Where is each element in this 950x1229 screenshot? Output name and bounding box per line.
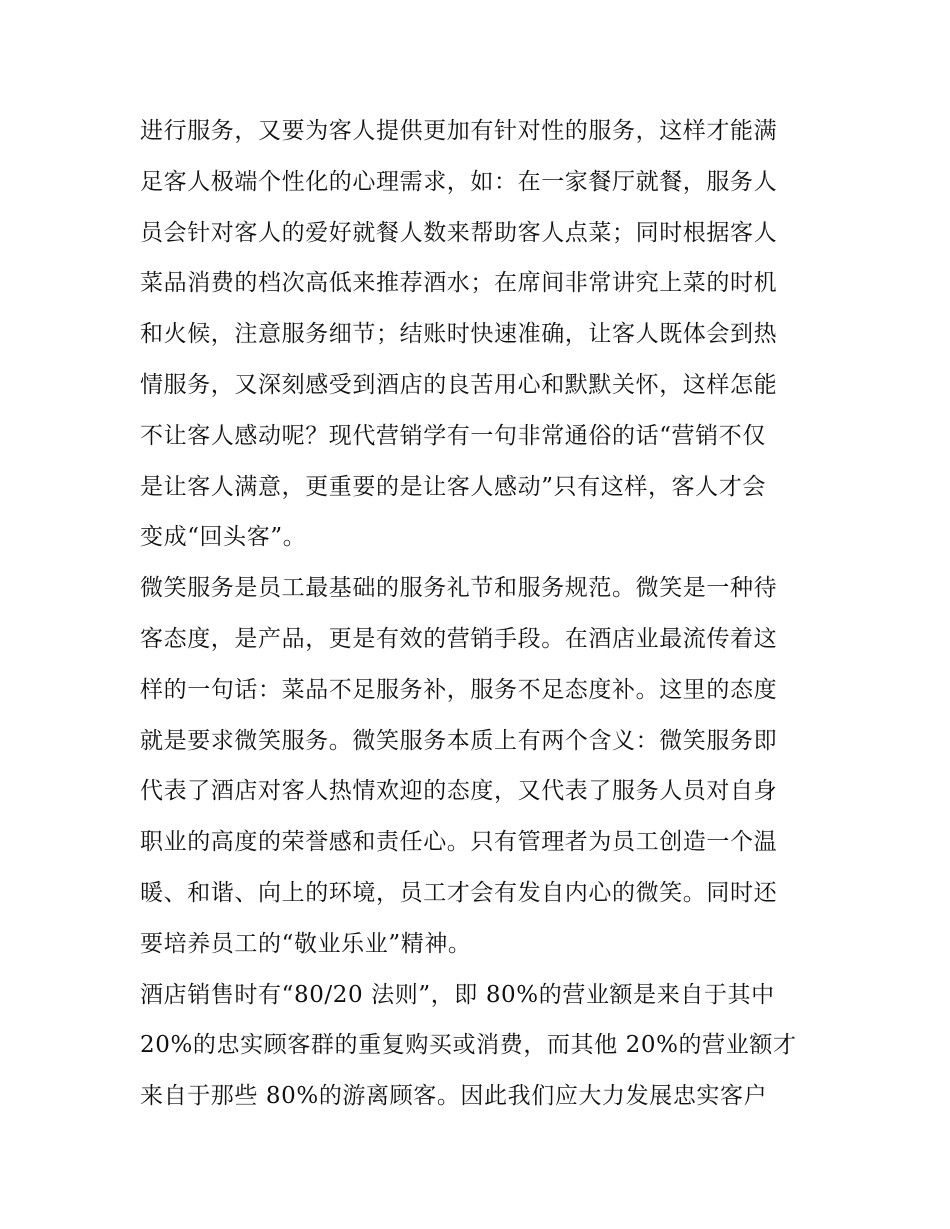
text-line: 变成“回头客”。 bbox=[140, 524, 307, 551]
text-line: 就是要求微笑服务。微笑服务本质上有两个含义：微笑服务即 bbox=[140, 727, 778, 754]
text-line: 职业的高度的荣誉感和责任心。只有管理者为员工创造一个温 bbox=[140, 829, 778, 856]
text-line: 是让客人满意，更重要的是让客人感动”只有这样，客人才会 bbox=[140, 473, 766, 500]
text-line: 不让客人感动呢？现代营销学有一句非常通俗的话“营销不仅 bbox=[140, 422, 766, 449]
text-line: 客态度，是产品，更是有效的营销手段。在酒店业最流传着这 bbox=[140, 625, 778, 652]
text-line: 样的一句话：菜品不足服务补，服务不足态度补。这里的态度 bbox=[140, 676, 778, 703]
text-line: 微笑服务是员工最基础的服务礼节和服务规范。微笑是一种待 bbox=[140, 575, 778, 602]
text-line: 足客人极端个性化的心理需求，如：在一家餐厅就餐，服务人 bbox=[140, 168, 778, 195]
text-line: 20%的忠实顾客群的重复购买或消费，而其他 20%的营业额才 bbox=[140, 1032, 797, 1059]
text-line: 情服务，又深刻感受到酒店的良苦用心和默默关怀，这样怎能 bbox=[140, 371, 778, 398]
text-line: 暖、和谐、向上的环境，员工才会有发自内心的微笑。同时还 bbox=[140, 879, 778, 906]
text-line: 酒店销售时有“80/20 法则”，即 80%的营业额是来自于其中 bbox=[140, 981, 775, 1008]
text-line: 和火候，注意服务细节；结账时快速准确，让客人既体会到热 bbox=[140, 321, 778, 348]
text-line: 代表了酒店对客人热情欢迎的态度，又代表了服务人员对自身 bbox=[140, 778, 778, 805]
text-line: 菜品消费的档次高低来推荐酒水；在席间非常讲究上菜的时机 bbox=[140, 270, 778, 297]
text-line: 来自于那些 80%的游离顾客。因此我们应大力发展忠实客户 bbox=[140, 1083, 768, 1110]
text-line: 进行服务，又要为客人提供更加有针对性的服务，这样才能满 bbox=[140, 118, 778, 144]
text-line: 要培养员工的“敬业乐业”精神。 bbox=[140, 930, 472, 957]
body-text bbox=[140, 106, 820, 1122]
text-line: 员会针对客人的爱好就餐人数来帮助客人点菜；同时根据客人 bbox=[140, 219, 778, 246]
